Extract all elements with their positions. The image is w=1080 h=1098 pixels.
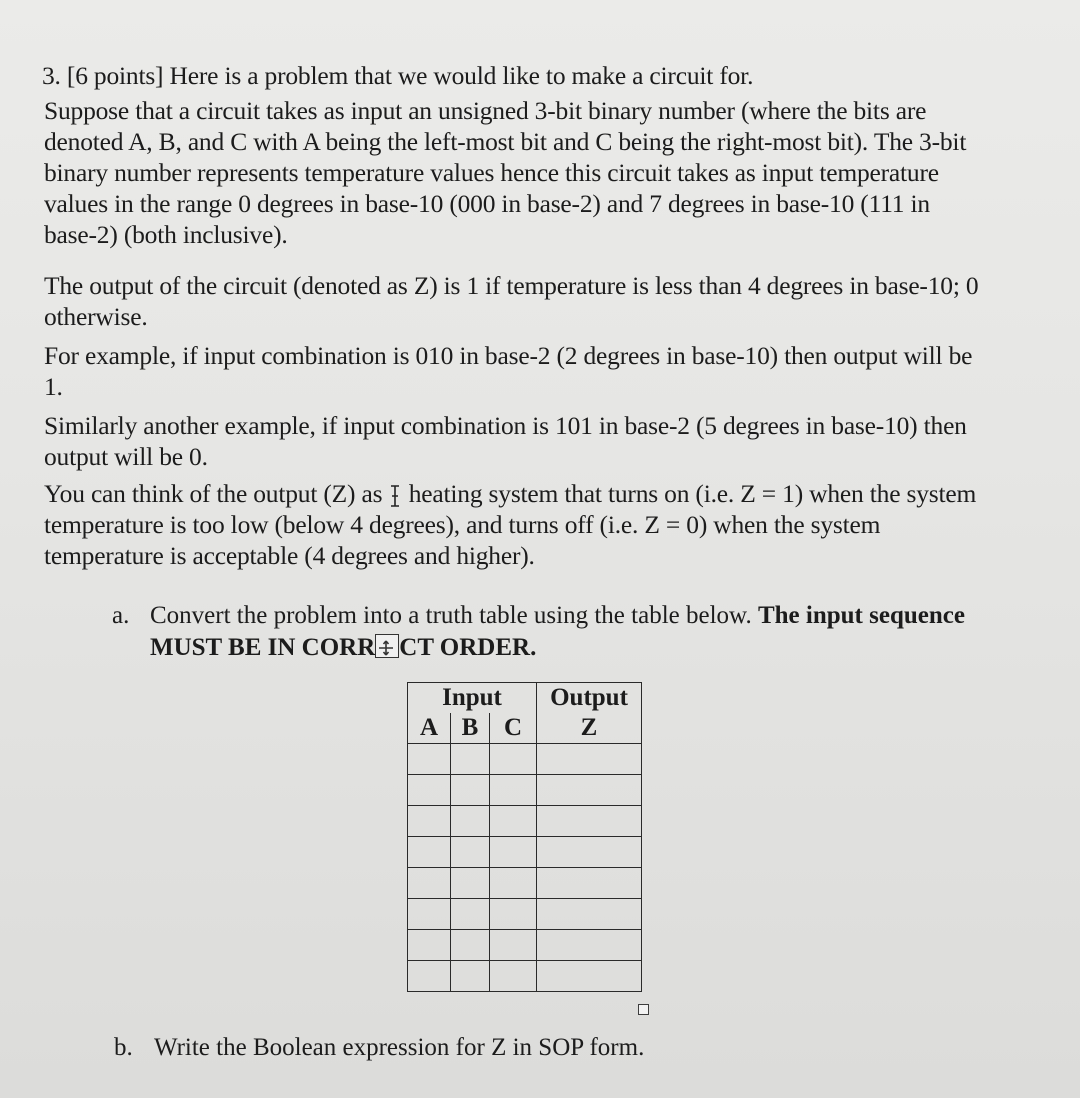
question-header: [42, 60, 1072, 91]
cell-z[interactable]: [537, 744, 642, 775]
cell-b[interactable]: [451, 961, 490, 992]
setup-line: binary number represents temperature values hence this circuit takes as input temperature: [44, 158, 939, 187]
output-line: The output of the circuit (denoted as Z) is 1 if temperature is less than 4 degrees in base-10; 0: [44, 271, 979, 300]
cell-a[interactable]: [408, 744, 451, 775]
analogy-line1-post: heating system that turns on (i.e. Z = 1) when the system: [402, 479, 977, 508]
table-row: [408, 961, 642, 992]
example1-line: 1.: [44, 372, 63, 401]
cell-a[interactable]: [408, 899, 451, 930]
column-c-header: C: [490, 713, 537, 744]
column-z-header: Z: [537, 713, 642, 744]
output-header: Output: [537, 683, 642, 714]
cell-a[interactable]: [408, 930, 451, 961]
cell-b[interactable]: [451, 899, 490, 930]
move-cursor-icon: [375, 634, 399, 658]
cell-z[interactable]: [537, 775, 642, 806]
setup-line: values in the range 0 degrees in base-10 (000 in base-2) and 7 degrees in base-10 (111 in: [44, 189, 930, 218]
cell-c[interactable]: [490, 961, 537, 992]
cell-c[interactable]: [490, 744, 537, 775]
cell-a[interactable]: [408, 806, 451, 837]
example2-line: Similarly another example, if input combination is 101 in base-2 (5 degrees in base-10) then: [44, 411, 967, 440]
column-b-header: B: [451, 713, 490, 744]
truth-table-column-row: [408, 713, 642, 744]
input-header: Input: [408, 683, 537, 714]
cell-z[interactable]: [537, 868, 642, 899]
table-row: [408, 806, 642, 837]
cell-a[interactable]: [408, 961, 451, 992]
truth-table: [407, 682, 642, 992]
question-header-text: 3. [6 points] Here is a problem that we would like to make a circuit for.: [42, 61, 754, 90]
cell-a[interactable]: [408, 775, 451, 806]
example1-line: For example, if input combination is 010 in base-2 (2 degrees in base-10) then output will be: [44, 341, 973, 370]
cell-z[interactable]: [537, 961, 642, 992]
cell-a[interactable]: [408, 837, 451, 868]
table-row: [408, 775, 642, 806]
cell-c[interactable]: [490, 868, 537, 899]
analogy-line-1: [44, 478, 1074, 509]
text-cursor-icon: [389, 480, 403, 511]
example2-line: output will be 0.: [44, 442, 208, 471]
cell-a[interactable]: [408, 868, 451, 899]
truth-table-header-row: [408, 683, 642, 714]
part-a-line2-pre: MUST BE IN CORR: [150, 634, 376, 661]
resize-handle-icon[interactable]: [638, 1004, 649, 1015]
part-b-marker: b.: [114, 1034, 133, 1061]
cell-b[interactable]: [451, 744, 490, 775]
question-setup: [44, 95, 1074, 250]
cell-z[interactable]: [537, 899, 642, 930]
setup-line: Suppose that a circuit takes as input an unsigned 3-bit binary number (where the bits are: [44, 96, 927, 125]
question-example-2: [44, 410, 1074, 472]
part-a-line2-post: CT ORDER.: [399, 634, 537, 661]
cell-c[interactable]: [490, 899, 537, 930]
part-a-marker: a.: [112, 602, 130, 629]
question-output-definition: [44, 270, 1074, 332]
part-a: [112, 600, 965, 664]
cell-c[interactable]: [490, 806, 537, 837]
analogy-line1-pre: You can think of the output (Z) as: [44, 479, 389, 508]
cell-b[interactable]: [451, 930, 490, 961]
question-analogy: [44, 478, 1074, 571]
table-row: [408, 899, 642, 930]
part-a-bold-text: The input sequence: [757, 602, 965, 629]
cell-b[interactable]: [451, 775, 490, 806]
table-row: [408, 930, 642, 961]
table-row: [408, 868, 642, 899]
table-row: [408, 837, 642, 868]
part-a-text: Convert the problem into a truth table using the table below.: [150, 602, 758, 629]
analogy-line-3: temperature is acceptable (4 degrees and higher).: [44, 541, 535, 570]
column-a-header: A: [408, 713, 451, 744]
part-a-line-2: [112, 632, 965, 664]
cell-b[interactable]: [451, 837, 490, 868]
table-row: [408, 744, 642, 775]
cell-c[interactable]: [490, 775, 537, 806]
cell-z[interactable]: [537, 837, 642, 868]
setup-line: denoted A, B, and C with A being the left-most bit and C being the right-most bit). The 3-bit: [44, 127, 967, 156]
part-b-text: Write the Boolean expression for Z in SOP form.: [154, 1034, 645, 1061]
question-example-1: [44, 340, 1074, 402]
cell-c[interactable]: [490, 930, 537, 961]
part-b: [114, 1032, 644, 1064]
cell-c[interactable]: [490, 837, 537, 868]
setup-line: base-2) (both inclusive).: [44, 220, 288, 249]
cell-z[interactable]: [537, 930, 642, 961]
cell-b[interactable]: [451, 868, 490, 899]
analogy-line-2: temperature is too low (below 4 degrees), and turns off (i.e. Z = 0) when the system: [44, 510, 881, 539]
cell-b[interactable]: [451, 806, 490, 837]
output-line: otherwise.: [44, 302, 148, 331]
cell-z[interactable]: [537, 806, 642, 837]
